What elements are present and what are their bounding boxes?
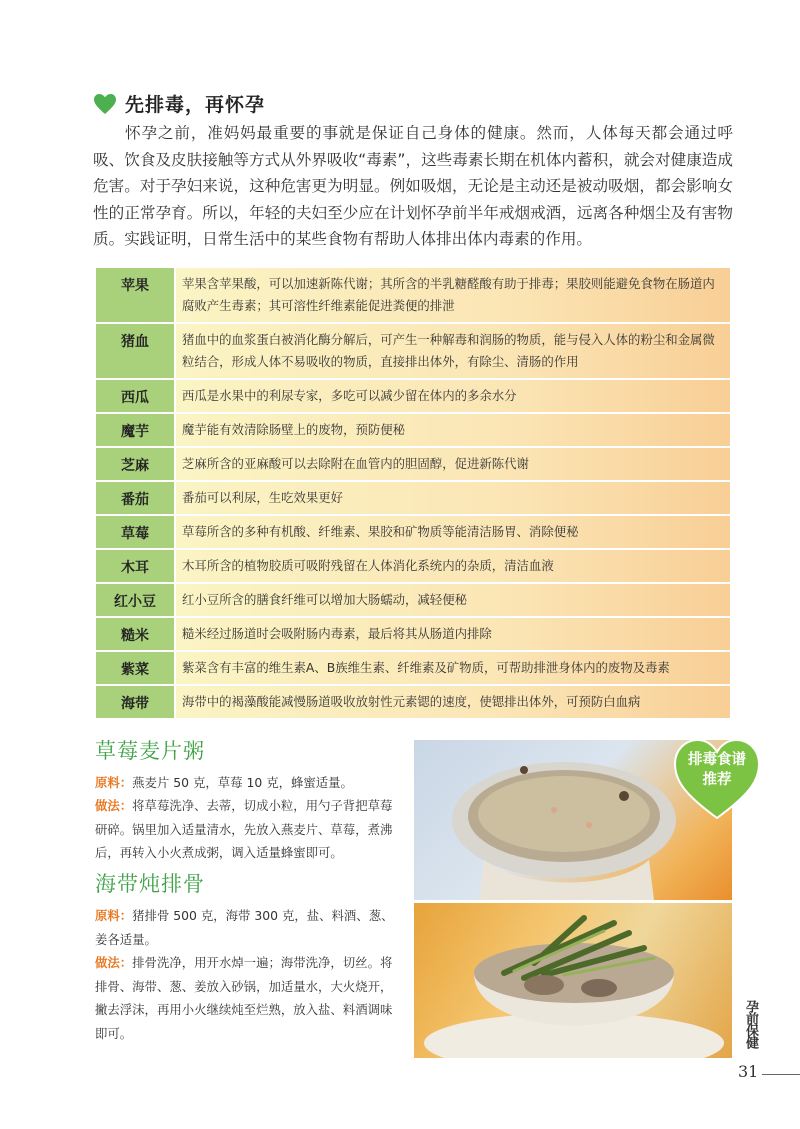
badge-line-1: 排毒食谱 bbox=[688, 752, 746, 768]
food-desc: 木耳所含的植物胶质可吸附残留在人体消化系统内的杂质，清洁血液 bbox=[175, 549, 730, 583]
recipe-ingredients bbox=[95, 904, 403, 951]
rib-soup-photo bbox=[414, 903, 732, 1058]
table-row bbox=[96, 685, 730, 719]
food-name: 海带 bbox=[96, 685, 175, 719]
section-title: 先排毒，再怀孕 bbox=[125, 94, 266, 116]
food-name: 芝麻 bbox=[96, 447, 175, 481]
table-row bbox=[96, 583, 730, 617]
food-name: 紫菜 bbox=[96, 651, 175, 685]
recipe-ingredients bbox=[95, 771, 403, 795]
food-desc: 海带中的褐藻酸能减慢肠道吸收放射性元素锶的速度，使锶排出体外，可预防白血病 bbox=[175, 685, 730, 719]
food-desc: 苹果含苹果酸，可以加速新陈代谢；其所含的半乳糖醛酸有助于排毒；果胶则能避免食物在肠道内腐败产生毒素；其可溶性纤维素能促进粪便的排泄 bbox=[175, 268, 730, 323]
food-name: 魔芋 bbox=[96, 413, 175, 447]
chapter-side-label: 孕前保健 bbox=[743, 1000, 758, 1048]
ingredients-label: 原料： bbox=[95, 775, 133, 790]
ingredients-label: 原料： bbox=[95, 908, 133, 923]
soup-bowl-illustration bbox=[414, 903, 732, 1058]
table-row bbox=[96, 651, 730, 685]
food-name: 猪血 bbox=[96, 323, 175, 379]
food-name: 西瓜 bbox=[96, 379, 175, 413]
detox-food-table bbox=[96, 268, 730, 720]
food-name: 番茄 bbox=[96, 481, 175, 515]
intro-paragraph: 怀孕之前，准妈妈最重要的事就是保证自己身体的健康。然而，人体每天都会通过呼吸、饮食及皮肤接触等方式从外界吸收“毒素”，这些毒素长期在机体内蓄积，就会对健康造成危害。对于孕妇来说，这种危害更为明显。例如吸烟，无论是主动还是被动吸烟，都会影响女性的正常孕育。所以，年轻的夫妇至少应在计划怀孕前半年戒烟戒酒，远离各种烟尘及有害物质。实践证明，日常生活中的某些食物有帮助人体排出体内毒素的作用。 bbox=[93, 124, 733, 248]
section-heading bbox=[93, 90, 265, 117]
food-name: 红小豆 bbox=[96, 583, 175, 617]
method-label: 做法： bbox=[95, 955, 133, 970]
recipe-title: 草莓麦片粥 bbox=[95, 739, 205, 763]
method-text: 将草莓洗净、去蒂，切成小粒，用勺子背把草莓研碎。锅里加入适量清水，先放入燕麦片、草莓，煮沸后，再转入小火煮成粥，调入适量蜂蜜即可。 bbox=[95, 798, 393, 860]
food-name: 苹果 bbox=[96, 268, 175, 323]
food-desc: 红小豆所含的膳食纤维可以增加大肠蠕动，减轻便秘 bbox=[175, 583, 730, 617]
table-row bbox=[96, 413, 730, 447]
recipe-title: 海带炖排骨 bbox=[95, 872, 205, 896]
ingredients-text: 猪排骨 500 克，海带 300 克，盐、料酒、葱、姜各适量。 bbox=[95, 908, 394, 947]
table-row bbox=[96, 379, 730, 413]
heart-icon bbox=[93, 93, 117, 115]
food-desc: 芝麻所含的亚麻酸可以去除附在血管内的胆固醇，促进新陈代谢 bbox=[175, 447, 730, 481]
food-desc: 猪血中的血浆蛋白被消化酶分解后，可产生一种解毒和润肠的物质，能与侵入人体的粉尘和金属微粒结合，形成人体不易吸收的物质，直接排出体外，有除尘、清肠的作用 bbox=[175, 323, 730, 379]
food-desc: 魔芋能有效清除肠壁上的废物，预防便秘 bbox=[175, 413, 730, 447]
method-label: 做法： bbox=[95, 798, 133, 813]
recipe-method bbox=[95, 794, 403, 865]
table-row bbox=[96, 549, 730, 583]
table-row bbox=[96, 481, 730, 515]
food-desc: 草莓所含的多种有机酸、纤维素、果胶和矿物质等能清洁肠胃、消除便秘 bbox=[175, 515, 730, 549]
table-row bbox=[96, 617, 730, 651]
food-desc: 糙米经过肠道时会吸附肠内毒素，最后将其从肠道内排除 bbox=[175, 617, 730, 651]
ingredients-text: 燕麦片 50 克，草莓 10 克，蜂蜜适量。 bbox=[132, 775, 353, 790]
recipe-badge-text bbox=[673, 750, 761, 790]
page-number-rule bbox=[762, 1074, 800, 1075]
method-text: 排骨洗净，用开水焯一遍；海带洗净，切丝。将排骨、海带、葱、姜放入砂锅，加适量水，大火烧开，撇去浮沫，再用小火继续炖至烂熟，放入盐、料酒调味即可。 bbox=[95, 955, 393, 1041]
table-row bbox=[96, 515, 730, 549]
food-name: 木耳 bbox=[96, 549, 175, 583]
page-number: 31 bbox=[738, 1062, 759, 1081]
recipe-method bbox=[95, 951, 403, 1045]
table-row bbox=[96, 323, 730, 379]
badge-line-2: 推荐 bbox=[702, 772, 732, 788]
food-name: 糙米 bbox=[96, 617, 175, 651]
table-row bbox=[96, 268, 730, 323]
food-desc: 番茄可以利尿，生吃效果更好 bbox=[175, 481, 730, 515]
food-name: 草莓 bbox=[96, 515, 175, 549]
table-row bbox=[96, 447, 730, 481]
food-desc: 西瓜是水果中的利尿专家，多吃可以减少留在体内的多余水分 bbox=[175, 379, 730, 413]
food-desc: 紫菜含有丰富的维生素A、B族维生素、纤维素及矿物质，可帮助排泄身体内的废物及毒素 bbox=[175, 651, 730, 685]
